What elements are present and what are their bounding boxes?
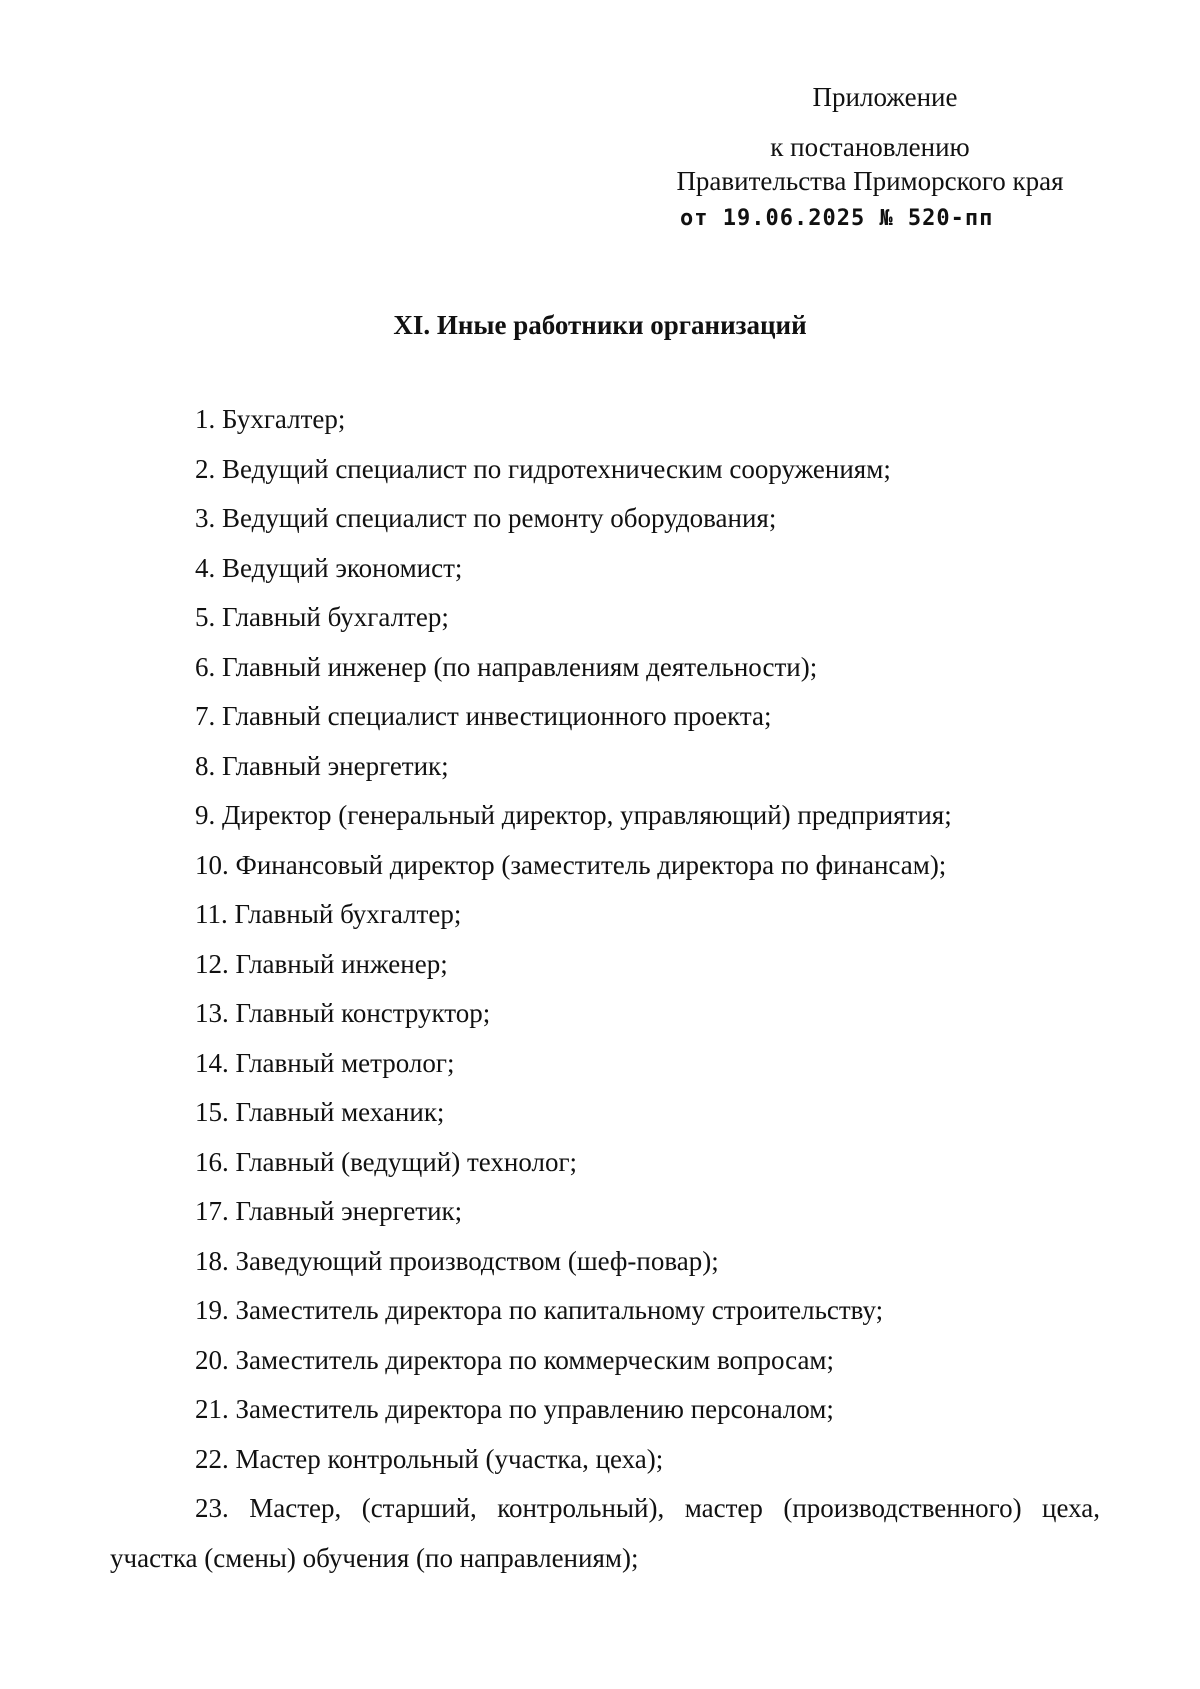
list-item: 23. Мастер, (старший, контрольный), мастер (производственного) цеха, участка (смены) обучения (по направлениям); (110, 1493, 1100, 1573)
list-item: 21. Заместитель директора по управлению персоналом; (195, 1394, 834, 1424)
list-item: 1. Бухгалтер; (195, 404, 346, 434)
list-item: 4. Ведущий экономист; (195, 552, 463, 583)
list-item: 14. Главный метролог; (195, 1047, 455, 1078)
appendix-header (660, 80, 1080, 236)
list-item: 8. Главный энергетик; (195, 750, 449, 781)
list-item: 10. Финансовый директор (заместитель директора по финансам); (195, 849, 947, 880)
list-item: 15. Главный механик; (195, 1097, 445, 1127)
list-item: 9. Директор (генеральный директор, управляющий) предприятия; (195, 800, 952, 830)
list-item: 13. Главный конструктор; (195, 998, 491, 1028)
list-item: 16. Главный (ведущий) технолог; (195, 1146, 578, 1177)
list-item: 11. Главный бухгалтер; (195, 899, 462, 929)
list-item: 22. Мастер контрольный (участка, цеха); (195, 1443, 664, 1474)
list-item: 5. Главный бухгалтер; (195, 602, 449, 632)
list-item: 7. Главный специалист инвестиционного проекта; (195, 701, 772, 731)
list-item: 12. Главный инженер; (195, 948, 448, 979)
resolution-date-number: от 19.06.2025 № 520-пп (680, 206, 994, 231)
list-item: 18. Заведующий производством (шеф-повар); (195, 1245, 719, 1276)
list-item: 6. Главный инженер (по направлениям деятельности); (195, 651, 818, 682)
resolution-line-1: к постановлению (770, 132, 970, 162)
section-heading: XI. Иные работники организаций (393, 310, 807, 340)
list-item: 20. Заместитель директора по коммерческим вопросам; (195, 1344, 835, 1375)
resolution-line-2: Правительства Приморского края (676, 166, 1064, 196)
positions-list (110, 402, 1100, 1599)
list-item: 17. Главный энергетик; (195, 1196, 463, 1226)
list-item: 19. Заместитель директора по капитальному строительству; (195, 1295, 884, 1325)
list-item: 3. Ведущий специалист по ремонту оборудования; (195, 503, 777, 533)
list-item: 2. Ведущий специалист по гидротехническим сооружениям; (195, 453, 891, 484)
appendix-label: Приложение (812, 82, 958, 112)
